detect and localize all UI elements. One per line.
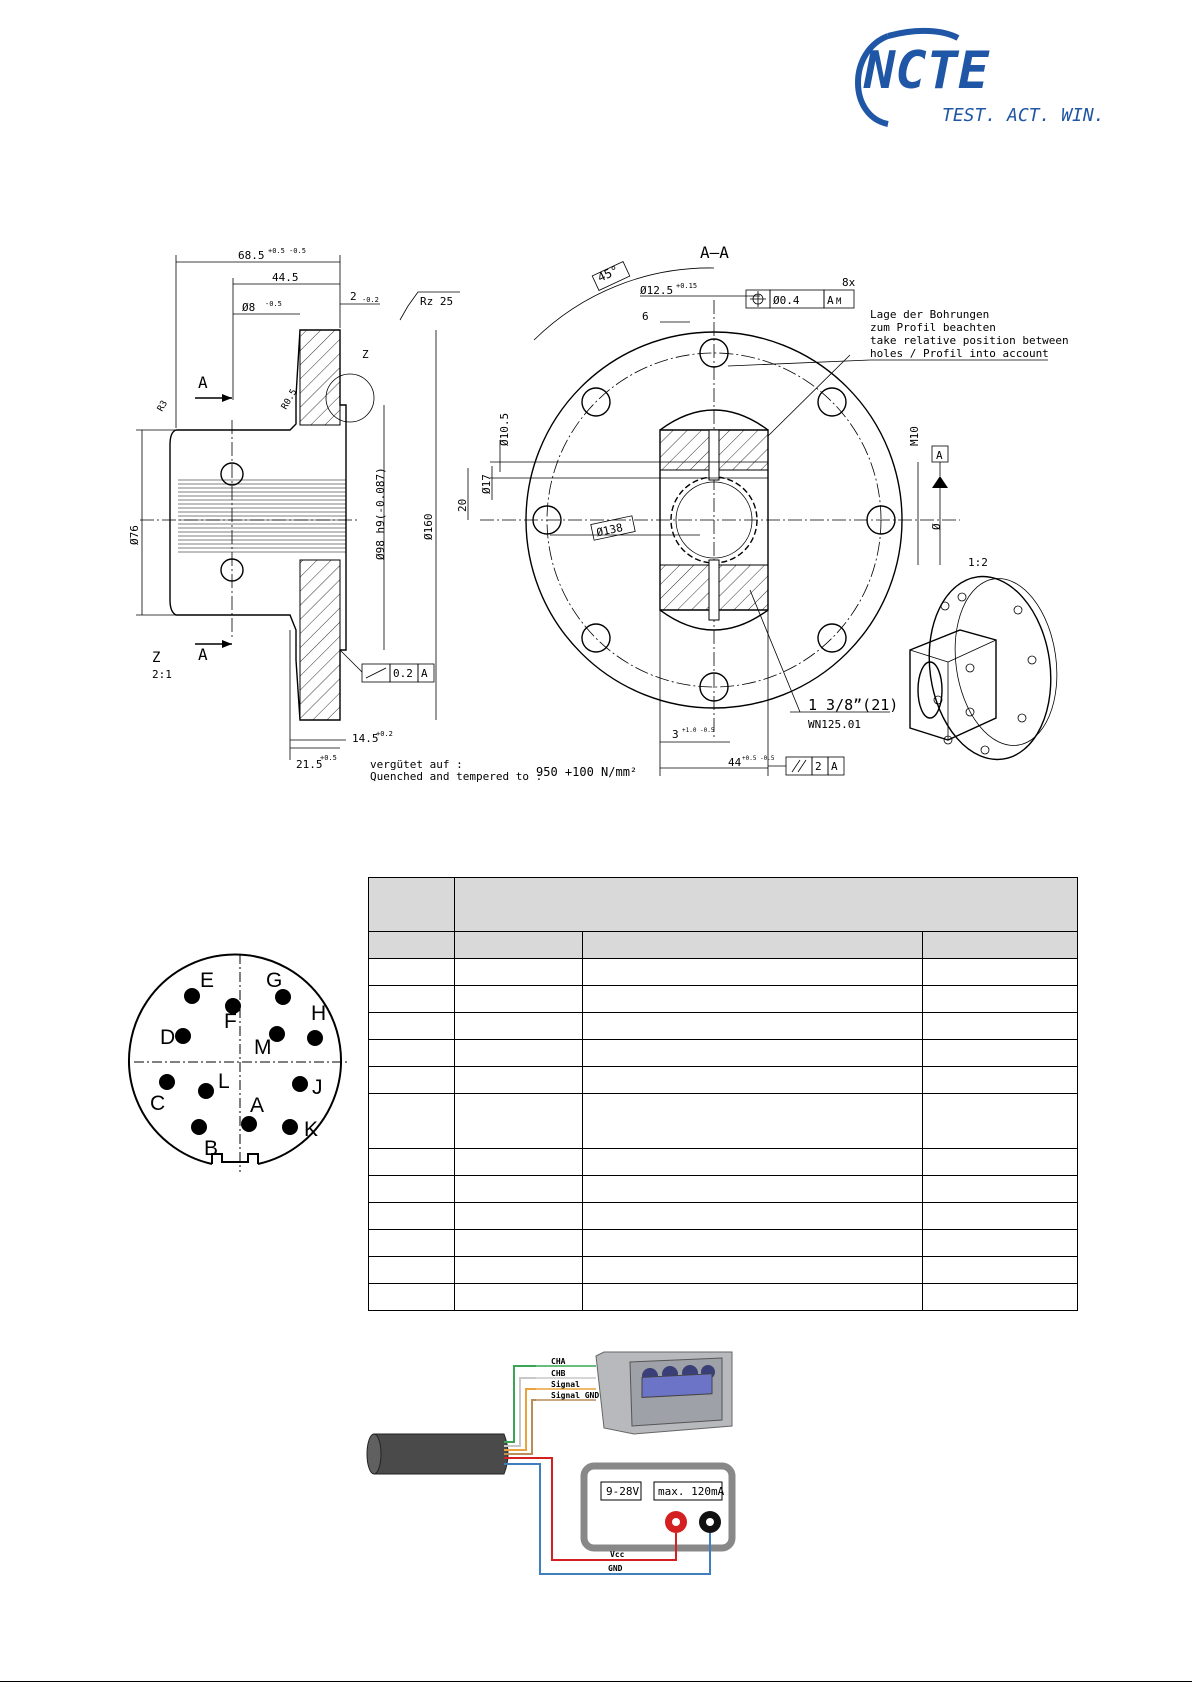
table-row [369,1094,1078,1149]
dim-14-tol: +0.2 [376,730,393,738]
dim-44b: 44 [728,756,742,769]
datum-a: A [936,449,943,462]
note-line-1: Lage der Bohrungen [870,308,990,321]
dim-3-tol: +1.0 -0.5 [682,727,715,734]
dim-138: Ø138 [595,521,624,540]
pin-j: J [312,1076,323,1099]
dim-14: 14.5 [352,732,379,745]
table-row [369,1176,1078,1203]
pin-c: C [150,1092,166,1115]
display-device [596,1352,732,1434]
pos-tol: Ø0.4 [773,294,800,307]
angle-45: 45° [595,262,621,285]
spline-std: WN125.01 [808,718,861,731]
r05-label: R0.5 [279,387,300,412]
dim-44b-tol: +0.5 -0.5 [742,755,775,762]
pin-b: B [204,1137,219,1160]
pin-d: D [160,1026,176,1049]
section-label: A–A [700,243,729,262]
pos-ref: A [827,294,834,307]
table-subheader-row [369,932,1078,959]
front-view [456,243,1069,776]
dim-12-tol: +0.15 [676,282,698,290]
parallel-tol: 2 [815,760,822,773]
wiring-diagram [364,1348,740,1582]
dim-6: 6 [642,310,649,323]
dim-2-tol: -0.2 [362,296,379,304]
pos-mmc: M [836,297,842,307]
dim-44: 44.5 [272,271,299,284]
strength: 950 +100 N/mm² [536,765,638,779]
table-row [369,1067,1078,1094]
dim-21-tol: +0.5 [320,754,337,762]
dim-3: 3 [672,728,679,741]
technical-drawing [0,230,1192,790]
connector-diagram [128,950,358,1174]
note-line-4: holes / Profil into account [870,347,1049,360]
pin-k: K [304,1118,319,1141]
iso-scale: 1:2 [968,556,988,569]
m10-label: M10 [908,426,921,446]
supply-voltage: 9-28V [606,1485,640,1498]
wire-chb: CHB [551,1369,566,1378]
dim-76: Ø76 [128,525,141,545]
dim-12: Ø12.5 [640,284,674,297]
rz-label: Rz 25 [420,295,454,308]
logo-tagline: TEST. ACT. WIN. [942,105,1105,126]
table-row [369,959,1078,986]
cut-a-bottom: A [198,645,208,664]
vcc-label: Vcc [610,1550,625,1559]
table-row [369,1203,1078,1230]
wire-signal: Signal [551,1380,580,1389]
dim-68: 68.5 [238,249,265,262]
spline-label: 1 3/8”(21) [808,696,899,714]
wire-cha: CHA [551,1357,566,1366]
logo-text: NCTE [864,41,990,101]
note-line-2: zum Profil beachten [870,321,996,334]
parallel-ref: A [831,760,838,773]
wire-signal-gnd: Signal GND [551,1391,600,1400]
pin-a: A [250,1094,265,1117]
pin-h: H [311,1002,327,1025]
dim-10: Ø10.5 [498,412,511,446]
table-row [369,1149,1078,1176]
table-row [369,1257,1078,1284]
dim-68-tol: +0.5 -0.5 [268,247,306,255]
dim-17: Ø17 [480,474,493,494]
table-row [369,1230,1078,1257]
side-view [128,247,460,771]
iso-view [910,556,1067,767]
dim-8-tol: -0.5 [265,300,282,308]
table-row [369,1040,1078,1067]
dim-2: 2 [350,290,357,303]
table-row [369,1013,1078,1040]
pin-l: L [218,1070,230,1093]
pin-assignment-table [368,877,1078,1311]
material-de: vergütet auf : [370,758,463,771]
detail-z-scale: 2:1 [152,668,172,681]
material-en: Quenched and tempered to : [370,770,543,783]
table-row [369,986,1078,1013]
hole-count: 8x [842,276,856,289]
note-line-3: take relative position between [870,334,1069,347]
table-row [369,1284,1078,1311]
pin-f: F [224,1010,237,1033]
gnd-label: GND [608,1564,623,1573]
detail-z-label: Z [362,348,369,361]
r3-label: R3 [155,399,171,414]
dim-21: 21.5 [296,758,323,771]
supply-current: max. 120mA [658,1485,725,1498]
pin-m: M [254,1036,272,1059]
cut-a-top: A [198,373,208,392]
pin-g: G [266,969,283,992]
page-bottom-rule [0,1681,1192,1682]
runout-value: 0.2 [393,667,413,680]
runout-ref: A [421,667,428,680]
dim-160: Ø160 [422,513,435,540]
detail-z-title: Z [152,650,161,666]
table-header-row [369,878,1078,932]
dim-8: Ø8 [242,301,256,314]
pin-e: E [200,969,215,992]
dim-98: Ø98 h9(-0.087) [374,467,387,560]
dim-20: 20 [456,498,469,512]
ncte-logo [848,26,1105,130]
phi-label: Ø [930,523,943,530]
